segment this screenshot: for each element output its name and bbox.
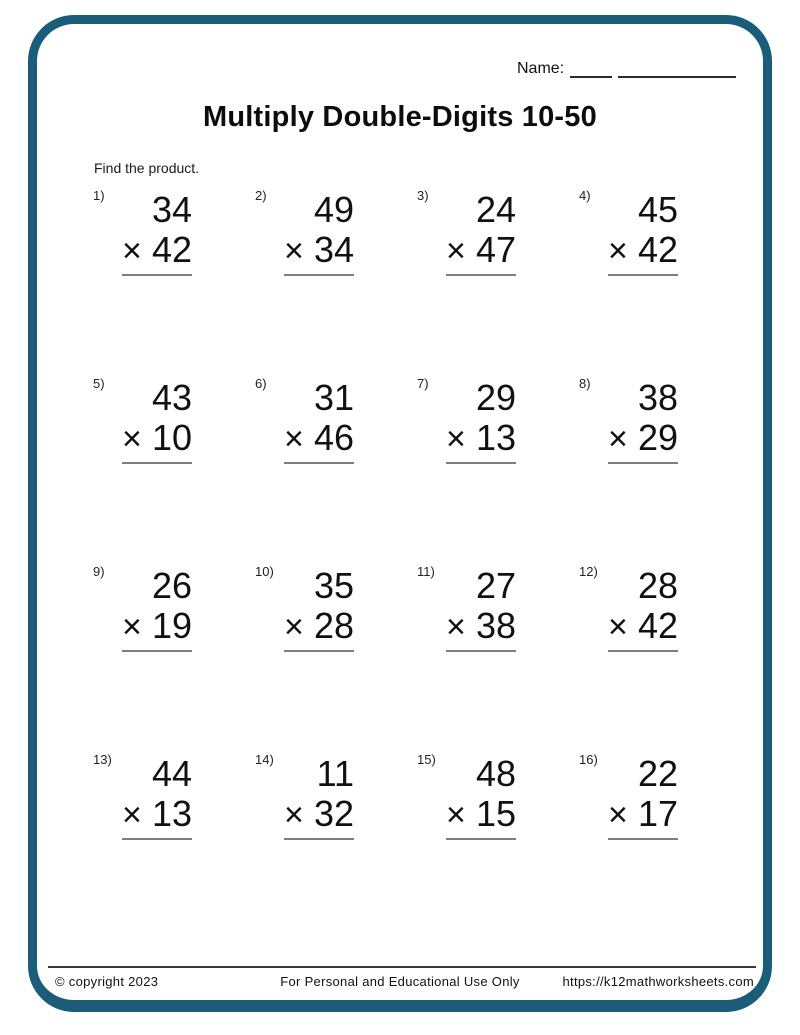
answer-line — [608, 274, 678, 276]
problem-number: 11) — [417, 564, 435, 579]
footer-usage-text: For Personal and Educational Use Only — [280, 974, 520, 989]
multiplier: 28 — [313, 605, 354, 646]
problem-stack — [608, 378, 678, 464]
multiplicand: 24 — [475, 189, 516, 230]
problem-stack — [284, 566, 354, 652]
multiplication-problem-4 — [579, 188, 741, 376]
multiplication-problem-13 — [93, 752, 255, 940]
problem-stack — [122, 378, 192, 464]
multiply-icon: × — [608, 608, 628, 646]
multiply-icon: × — [446, 608, 466, 646]
multiplicand: 38 — [637, 377, 678, 418]
multiplier: 46 — [313, 417, 354, 458]
problem-stack — [446, 378, 516, 464]
answer-line — [284, 274, 354, 276]
problem-stack — [284, 754, 354, 840]
answer-line — [608, 650, 678, 652]
multiplier-row — [284, 606, 354, 647]
answer-line — [446, 462, 516, 464]
problem-stack — [446, 190, 516, 276]
multiplicand: 22 — [637, 753, 678, 794]
multiplicand: 29 — [475, 377, 516, 418]
multiplier: 32 — [313, 793, 354, 834]
multiply-icon: × — [122, 232, 142, 270]
multiplicand: 49 — [313, 189, 354, 230]
multiplicand: 26 — [151, 565, 192, 606]
problem-number: 16) — [579, 752, 598, 767]
footer-copyright: © copyright 2023 — [55, 974, 159, 989]
multiplier-row — [446, 606, 516, 647]
multiplicand: 45 — [637, 189, 678, 230]
multiply-icon: × — [284, 232, 304, 270]
multiplier: 42 — [151, 229, 192, 270]
problem-number: 3) — [417, 188, 429, 203]
footer-divider — [48, 966, 756, 968]
multiplier-row — [608, 418, 678, 459]
multiplicand: 48 — [475, 753, 516, 794]
multiply-icon: × — [608, 796, 628, 834]
multiplication-problem-14 — [255, 752, 417, 940]
multiplier-row — [446, 418, 516, 459]
problem-number: 5) — [93, 376, 105, 391]
multiply-icon: × — [122, 796, 142, 834]
multiplication-problem-5 — [93, 376, 255, 564]
multiplication-problem-15 — [417, 752, 579, 940]
problem-number: 12) — [579, 564, 598, 579]
multiplier-row — [608, 794, 678, 835]
answer-line — [284, 838, 354, 840]
answer-line — [446, 650, 516, 652]
multiplier-row — [284, 418, 354, 459]
multiplication-problem-1 — [93, 188, 255, 376]
multiply-icon: × — [122, 420, 142, 458]
multiply-icon: × — [608, 232, 628, 270]
multiply-icon: × — [608, 420, 628, 458]
multiplier-row — [446, 230, 516, 271]
multiplier: 38 — [475, 605, 516, 646]
multiplier-row — [284, 794, 354, 835]
problem-stack — [284, 190, 354, 276]
answer-line — [608, 838, 678, 840]
multiplier-row — [446, 794, 516, 835]
footer-website-link[interactable]: https://k12mathworksheets.com — [562, 974, 754, 989]
multiplier-row — [284, 230, 354, 271]
problems-grid — [93, 188, 753, 940]
multiplier: 42 — [637, 605, 678, 646]
answer-line — [608, 462, 678, 464]
multiplication-problem-7 — [417, 376, 579, 564]
instruction-text: Find the product. — [94, 160, 200, 176]
name-label: Name: — [517, 60, 565, 77]
multiplier-row — [608, 606, 678, 647]
problem-stack — [608, 754, 678, 840]
answer-line — [284, 462, 354, 464]
multiplication-problem-2 — [255, 188, 417, 376]
problem-number: 13) — [93, 752, 112, 767]
multiply-icon: × — [446, 796, 466, 834]
multiplication-problem-6 — [255, 376, 417, 564]
multiplier-row — [122, 606, 192, 647]
problem-stack — [122, 566, 192, 652]
answer-line — [284, 650, 354, 652]
multiplier-row — [608, 230, 678, 271]
multiplication-problem-3 — [417, 188, 579, 376]
multiplier: 13 — [475, 417, 516, 458]
multiplicand: 31 — [313, 377, 354, 418]
problem-number: 14) — [255, 752, 274, 767]
multiply-icon: × — [284, 420, 304, 458]
multiplication-problem-11 — [417, 564, 579, 752]
multiplier: 17 — [637, 793, 678, 834]
answer-line — [122, 650, 192, 652]
multiplication-problem-16 — [579, 752, 741, 940]
multiplier: 15 — [475, 793, 516, 834]
multiplicand: 11 — [316, 753, 354, 794]
multiplier: 13 — [151, 793, 192, 834]
answer-line — [122, 462, 192, 464]
name-field — [517, 58, 736, 78]
problem-stack — [446, 566, 516, 652]
multiplier: 10 — [151, 417, 192, 458]
multiply-icon: × — [446, 420, 466, 458]
name-blank-line — [570, 58, 612, 78]
multiplication-problem-12 — [579, 564, 741, 752]
page-title: Multiply Double-Digits 10-50 — [203, 101, 597, 133]
multiply-icon: × — [284, 796, 304, 834]
problem-number: 8) — [579, 376, 591, 391]
multiply-icon: × — [284, 608, 304, 646]
problem-stack — [446, 754, 516, 840]
multiplicand: 34 — [151, 189, 192, 230]
problem-number: 15) — [417, 752, 436, 767]
multiplication-problem-8 — [579, 376, 741, 564]
multiplier-row — [122, 794, 192, 835]
multiplier: 29 — [637, 417, 678, 458]
problem-number: 7) — [417, 376, 429, 391]
answer-line — [446, 838, 516, 840]
problem-stack — [122, 754, 192, 840]
multiplicand: 27 — [475, 565, 516, 606]
multiplication-problem-10 — [255, 564, 417, 752]
problem-stack — [284, 378, 354, 464]
answer-line — [122, 838, 192, 840]
problem-number: 6) — [255, 376, 267, 391]
multiplier-row — [122, 418, 192, 459]
name-blank-line — [618, 58, 736, 78]
problem-number: 1) — [93, 188, 105, 203]
multiplication-problem-9 — [93, 564, 255, 752]
multiply-icon: × — [446, 232, 466, 270]
multiplicand: 35 — [313, 565, 354, 606]
answer-line — [122, 274, 192, 276]
multiplier: 19 — [151, 605, 192, 646]
problem-stack — [608, 566, 678, 652]
multiply-icon: × — [122, 608, 142, 646]
multiplier: 42 — [637, 229, 678, 270]
problem-stack — [122, 190, 192, 276]
multiplier-row — [122, 230, 192, 271]
answer-line — [446, 274, 516, 276]
problem-stack — [608, 190, 678, 276]
multiplier: 34 — [313, 229, 354, 270]
multiplicand: 44 — [151, 753, 192, 794]
problem-number: 10) — [255, 564, 274, 579]
problem-number: 4) — [579, 188, 591, 203]
multiplicand: 43 — [151, 377, 192, 418]
problem-number: 2) — [255, 188, 267, 203]
multiplier: 47 — [475, 229, 516, 270]
problem-number: 9) — [93, 564, 105, 579]
multiplicand: 28 — [637, 565, 678, 606]
